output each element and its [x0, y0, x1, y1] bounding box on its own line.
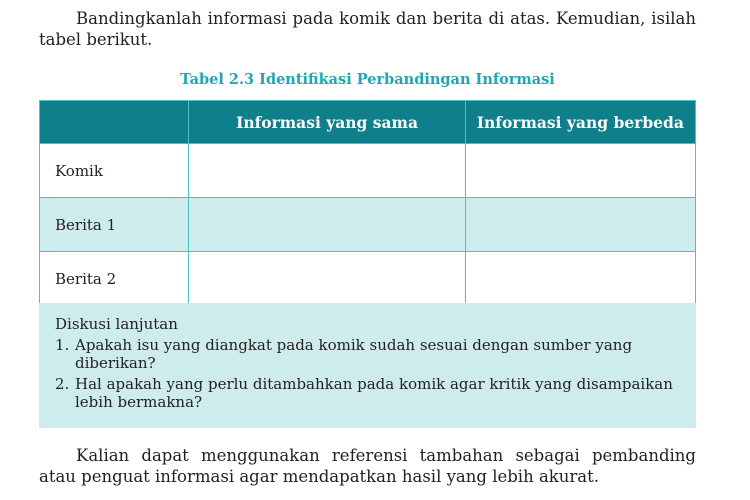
list-item-text: Apakah isu yang diangkat pada komik sudah sesuai dengan sumber yang diberikan? [75, 336, 633, 372]
intro-paragraph [39, 8, 696, 50]
table-header-row [40, 101, 696, 144]
header-different-info: Informasi yang berbeda [465, 101, 695, 144]
header-same-info: Informasi yang sama [189, 101, 465, 144]
cell-komik-different[interactable] [465, 144, 695, 198]
discussion-title: Diskusi lanjutan [55, 315, 178, 333]
table-row [40, 144, 696, 198]
table-caption: Tabel 2.3 Identifikasi Perbandingan Informasi [180, 71, 555, 88]
cell-komik-same[interactable] [189, 144, 465, 198]
closing-paragraph [39, 445, 696, 487]
list-item-number: 1. [55, 336, 70, 354]
intro-text: Bandingkanlah informasi pada komik dan berita di atas. Kemudian, isilah tabel berikut. [39, 9, 696, 49]
header-empty-cell [40, 101, 189, 144]
cell-berita-1-different[interactable] [465, 198, 695, 252]
row-label-berita-1: Berita 1 [40, 198, 189, 252]
list-item [55, 375, 680, 411]
discussion-list [55, 336, 680, 411]
row-label-berita-2: Berita 2 [40, 252, 189, 306]
cell-berita-2-different[interactable] [465, 252, 695, 306]
discussion-box [39, 303, 696, 428]
list-item [55, 336, 680, 372]
row-label-komik: Komik [40, 144, 189, 198]
comparison-table [39, 100, 696, 306]
list-item-text: Hal apakah yang perlu ditambahkan pada komik agar kritik yang disampaikan lebih bermakna? [75, 375, 673, 411]
cell-berita-1-same[interactable] [189, 198, 465, 252]
table-row [40, 198, 696, 252]
closing-text: Kalian dapat menggunakan referensi tambahan sebagai pembanding atau penguat informasi agar mendapatkan hasil yang lebih akurat. [39, 446, 696, 486]
cell-berita-2-same[interactable] [189, 252, 465, 306]
table-row [40, 252, 696, 306]
list-item-number: 2. [55, 375, 70, 393]
